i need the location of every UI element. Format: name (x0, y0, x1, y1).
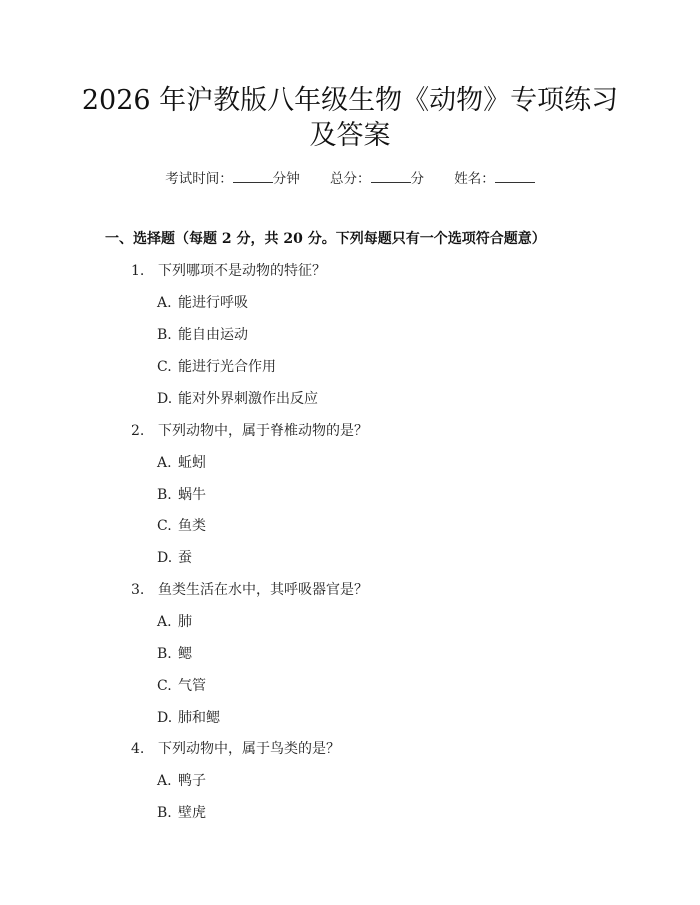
question-text: 下列动物中，属于鸟类的是？ (158, 741, 340, 757)
option-letter: C. (157, 359, 172, 375)
option (157, 516, 206, 536)
option-text: 能进行呼吸 (178, 295, 248, 311)
name-label: 姓名： (454, 171, 495, 187)
option-letter: D. (157, 391, 173, 407)
option-text: 鸭子 (178, 773, 206, 789)
option (157, 293, 248, 313)
option-text: 能自由运动 (178, 327, 248, 343)
option-letter: A. (157, 295, 172, 311)
option (157, 612, 192, 632)
option-text: 蚯蚓 (178, 455, 206, 471)
option-letter: C. (157, 678, 172, 694)
option-letter: B. (157, 805, 172, 821)
option (157, 453, 206, 473)
question-text: 下列动物中，属于脊椎动物的是？ (158, 423, 368, 439)
option (157, 325, 248, 345)
option-letter: A. (157, 614, 172, 630)
question (131, 580, 368, 600)
option (157, 357, 276, 377)
option-text: 鳃 (178, 646, 192, 662)
question-number: 1. (131, 263, 145, 279)
option-letter: D. (157, 550, 173, 566)
option-text: 能对外界刺激作出反应 (178, 391, 318, 407)
option (157, 708, 220, 728)
option-letter: A. (157, 773, 172, 789)
student-name (454, 168, 535, 189)
option (157, 644, 192, 664)
option (157, 548, 192, 568)
question-text: 鱼类生活在水中，其呼吸器官是？ (158, 582, 368, 598)
question (131, 421, 368, 441)
name-blank (495, 168, 535, 183)
option-letter: A. (157, 455, 172, 471)
option (157, 803, 206, 823)
option-letter: B. (157, 327, 172, 343)
score-unit: 分 (410, 171, 424, 187)
time-unit: 分钟 (272, 171, 300, 187)
question (131, 261, 326, 281)
option-letter: D. (157, 710, 173, 726)
page-title-line2: 及答案 (309, 120, 391, 151)
option-text: 肺和鳃 (178, 710, 220, 726)
page-title-line1: 2026 年沪教版八年级生物《动物》专项练习 (81, 85, 619, 116)
option-text: 肺 (178, 614, 192, 630)
total-score (330, 168, 424, 189)
option (157, 485, 206, 505)
question-number: 2. (131, 423, 145, 439)
option-text: 蜗牛 (178, 487, 206, 503)
question-number: 3. (131, 582, 145, 598)
option-letter: B. (157, 487, 172, 503)
option-letter: C. (157, 518, 172, 534)
section-heading: 一、选择题（每题 2 分，共 20 分。下列每题只有一个选项符合题意） (105, 231, 546, 247)
exam-time (165, 168, 300, 189)
option-text: 能进行光合作用 (178, 359, 276, 375)
option-letter: B. (157, 646, 172, 662)
question-text: 下列哪项不是动物的特征？ (158, 263, 326, 279)
question-number: 4. (131, 741, 145, 757)
time-blank (233, 168, 273, 183)
option-text: 蚕 (178, 550, 192, 566)
exam-info (0, 168, 700, 189)
option-text: 鱼类 (178, 518, 206, 534)
score-blank (371, 168, 411, 183)
option-text: 气管 (178, 678, 206, 694)
option-text: 壁虎 (178, 805, 206, 821)
option (157, 389, 318, 409)
option (157, 676, 206, 696)
time-label: 考试时间： (165, 171, 233, 187)
score-label: 总分： (330, 171, 371, 187)
question (131, 739, 340, 759)
option (157, 771, 206, 791)
